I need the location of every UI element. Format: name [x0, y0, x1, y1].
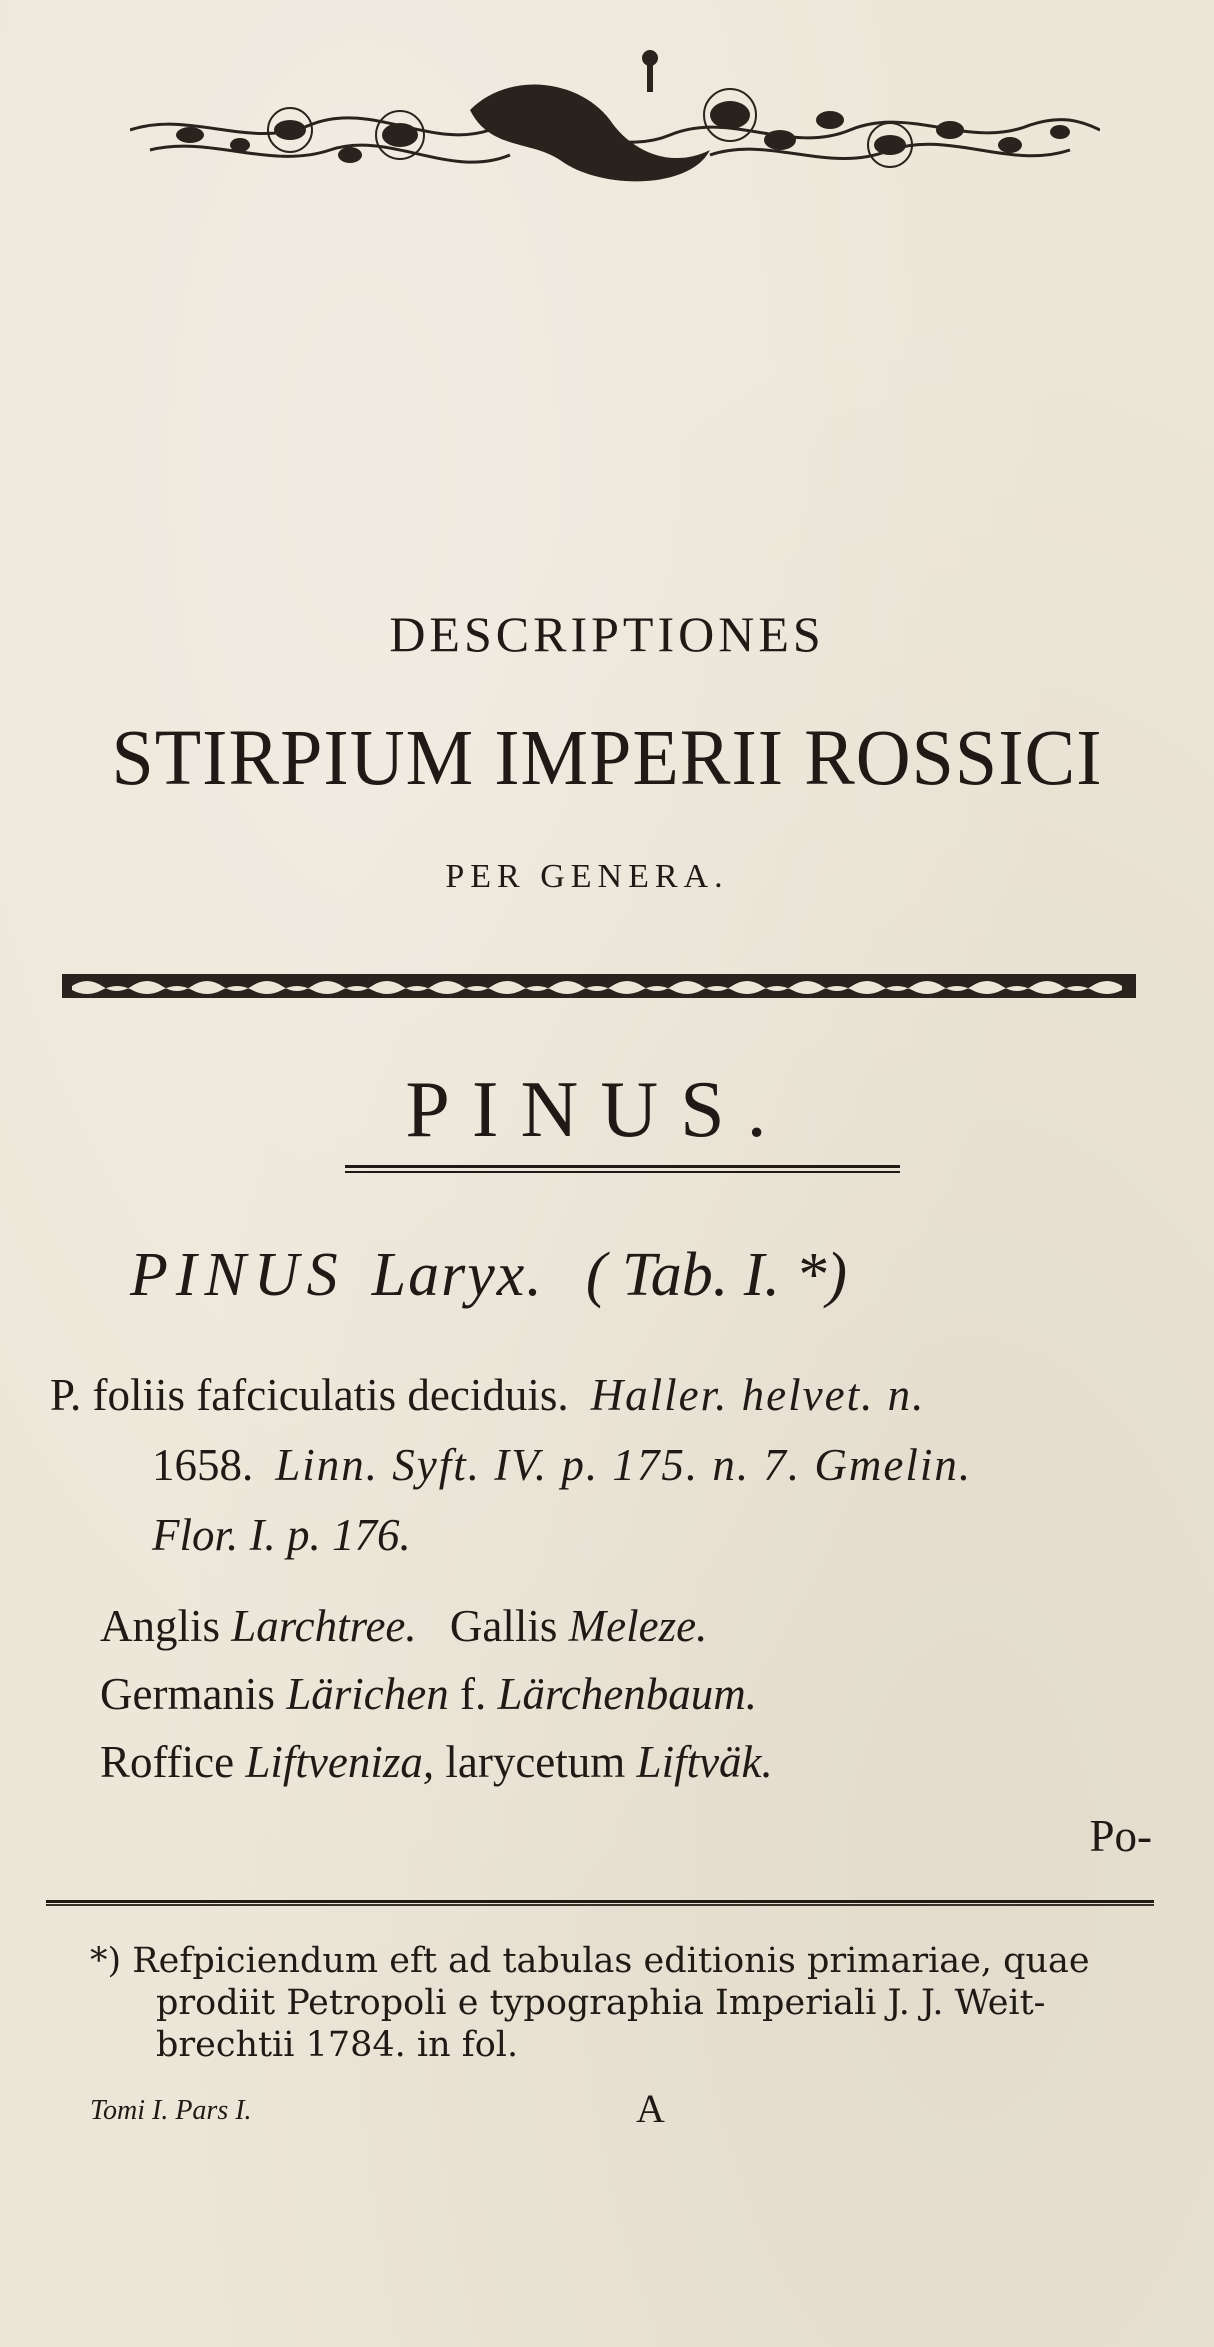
- footnote-line: Refpiciendum eft ad tabulas editionis primariae, quae: [132, 1941, 1090, 1981]
- vernacular-names: [100, 1592, 773, 1796]
- genus-heading: PINUS.: [405, 1066, 789, 1154]
- vernacular-line-german: [100, 1660, 773, 1728]
- title-descriptiones: DESCRIPTIONES: [389, 606, 825, 662]
- vernacular-label: Anglis: [100, 1601, 221, 1651]
- vernacular-label: Roffice: [100, 1737, 235, 1787]
- species-tab-reference: ( Tab. I. *): [585, 1241, 848, 1309]
- vernacular-name: Lärichen: [286, 1669, 449, 1719]
- footnote-marker: *): [90, 1941, 122, 1981]
- description-line: [50, 1360, 1170, 1430]
- description-lead: 1658.: [152, 1440, 254, 1490]
- description-line: [50, 1430, 1170, 1500]
- description-reference: Haller. helvet. n.: [590, 1370, 926, 1420]
- vernacular-name: Liftväk.: [636, 1737, 773, 1787]
- species-name: Laryx.: [371, 1241, 544, 1309]
- description-lead: P. foliis fafciculatis deciduis.: [50, 1370, 569, 1420]
- ornamental-band-divider: [62, 972, 1136, 1000]
- catchword: Po-: [1089, 1811, 1152, 1861]
- title-per-genera: PER GENERA.: [445, 858, 729, 895]
- description-reference: Flor. I. p. 176.: [152, 1510, 411, 1560]
- vernacular-name: Liftveniza,: [245, 1737, 435, 1787]
- vernacular-name: Larchtree.: [231, 1601, 417, 1651]
- vernacular-label: Germanis: [100, 1669, 275, 1719]
- footnote-line: brechtii 1784. in fol.: [156, 2025, 519, 2065]
- species-heading: [130, 1240, 847, 1311]
- species-description: [50, 1360, 1170, 1570]
- footnote: [90, 1940, 1170, 2066]
- title-stirpium-imperii-rossici: STIRPIUM IMPERII ROSSICI: [111, 713, 1103, 803]
- vernacular-label: f.: [459, 1669, 487, 1719]
- description-reference: Linn. Syft. IV. p. 175. n. 7. Gmelin.: [275, 1440, 973, 1490]
- vernacular-label: larycetum: [445, 1737, 626, 1787]
- footnote-rule: [46, 1900, 1154, 1906]
- footnote-line: prodiit Petropoli e typographia Imperiali J. J. Weit-: [156, 1983, 1046, 2023]
- vernacular-line-english: [100, 1592, 773, 1660]
- vernacular-label: Gallis: [449, 1601, 558, 1651]
- description-line: [50, 1500, 1170, 1570]
- volume-signature: Tomi I. Pars I.: [90, 2095, 252, 2126]
- signature-mark: A: [636, 2086, 665, 2131]
- vernacular-name: Lärchenbaum.: [497, 1669, 758, 1719]
- heading-rule: [345, 1165, 900, 1173]
- vernacular-line-russian: [100, 1728, 773, 1796]
- species-genus: PINUS: [130, 1241, 346, 1309]
- vernacular-name: Meleze.: [568, 1601, 708, 1651]
- floral-headpiece-ornament: [130, 40, 1100, 240]
